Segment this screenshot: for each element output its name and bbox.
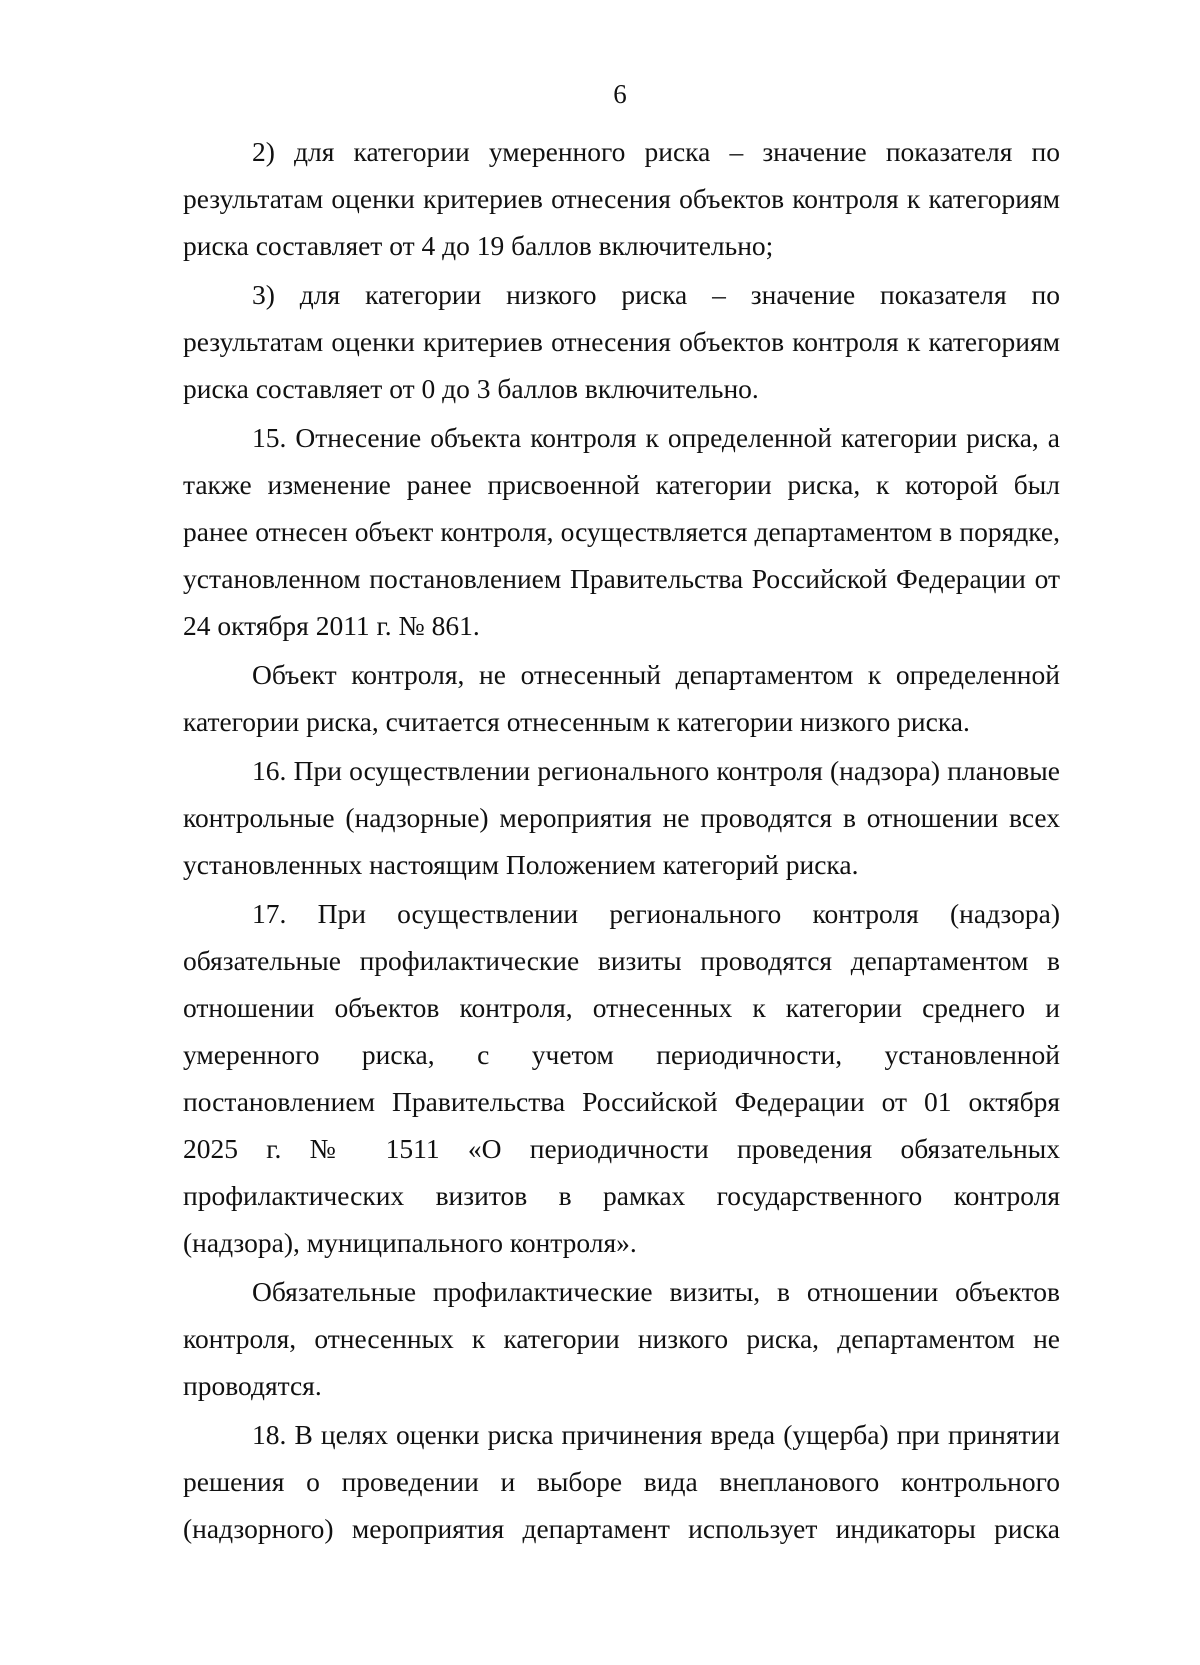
paragraph-risk-low: 3) для категории низкого риска – значение показателя по результатам оценки критериев отнесения объектов контроля к категориям риска составляет от 0 до 3 баллов включительно. [183, 279, 1060, 404]
page-number: 6 [613, 79, 627, 109]
paragraph-16: 16. При осуществлении регионального контроля (надзора) плановые контрольные (надзорные) мероприятия не проводятся в отношении всех установленных настоящим Положением категорий риска. [183, 755, 1060, 880]
paragraph-15: 15. Отнесение объекта контроля к определенной категории риска, а также изменение ранее присвоенной категории риска, к которой был ранее отнесен объект контроля, осуществляется департаментом в порядке, установленном постановлением Правительства Российской Федерации от 24 октября 2011 г. № 861. [183, 422, 1060, 641]
document-body [183, 128, 1060, 1554]
paragraph-mandatory-visits: Обязательные профилактические визиты, в отношении объектов контроля, отнесенных к категории низкого риска, департаментом не проводятся. [183, 1276, 1060, 1401]
paragraph-unassigned-object: Объект контроля, не отнесенный департаментом к определенной категории риска, считается отнесенным к категории низкого риска. [183, 659, 1060, 737]
paragraph-17: 17. При осуществлении регионального контроля (надзора) обязательные профилактические визиты проводятся департаментом в отношении объектов контроля, отнесенных к категории среднего и умеренного риска, с учетом периодичности, установленной постановлением Правительства Российской Федерации от 01 октября 2025 г. № 1511 «О периодичности проведения обязательных профилактических визитов в рамках государственного контроля (надзора), муниципального контроля». [183, 898, 1060, 1258]
paragraph-risk-moderate: 2) для категории умеренного риска – значение показателя по результатам оценки критериев отнесения объектов контроля к категориям риска составляет от 4 до 19 баллов включительно; [183, 136, 1060, 261]
paragraph-18: 18. В целях оценки риска причинения вреда (ущерба) при принятии решения о проведении и выборе вида внепланового контрольного (надзорного) мероприятия департамент использует индикаторы риска [183, 1419, 1060, 1544]
